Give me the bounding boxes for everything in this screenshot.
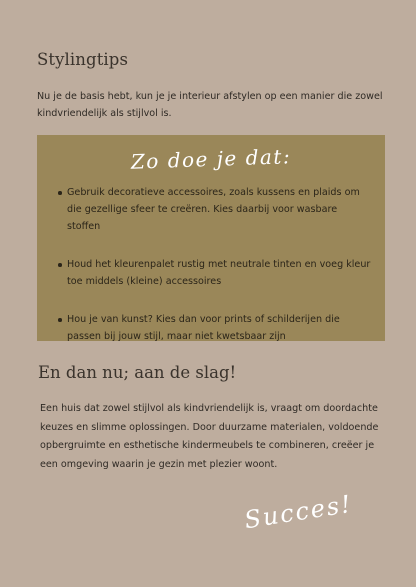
tip-item: Hou je van kunst? Kies dan voor prints of schilderijen die passen bij jouw stijl, maar niet kwetsbaar zijn: [67, 311, 372, 345]
section-heading-stylingtips: Stylingtips: [37, 50, 129, 69]
intro-paragraph: Nu je de basis hebt, kun je je interieur afstylen op een manier die zowel kindvriendelijk als stijlvol is.: [37, 91, 383, 119]
tips-box: [37, 135, 385, 341]
tips-box-title: Zo doe je dat:: [130, 144, 292, 174]
signoff-text: Succes!: [242, 489, 355, 535]
tip-item: Gebruik decoratieve accessoires, zoals kussens en plaids om die gezellige sfeer te creëren. Kies daarbij voor wasbare stoffen: [67, 184, 372, 235]
closing-paragraph: Een huis dat zowel stijlvol als kindvriendelijk is, vraagt om doordachte keuzes en slimme oplossingen. Door duurzame materialen, voldoende opbergruimte en esthetische kindermeubels te combineren, creëer je een omgeving waarin je gezin met plezier woont.: [40, 403, 379, 470]
tip-item: Houd het kleurenpalet rustig met neutrale tinten en voeg kleur toe middels (kleine) accessoires: [67, 256, 372, 290]
section-heading-closing: En dan nu; aan de slag!: [38, 363, 237, 382]
tips-list: [37, 184, 372, 366]
